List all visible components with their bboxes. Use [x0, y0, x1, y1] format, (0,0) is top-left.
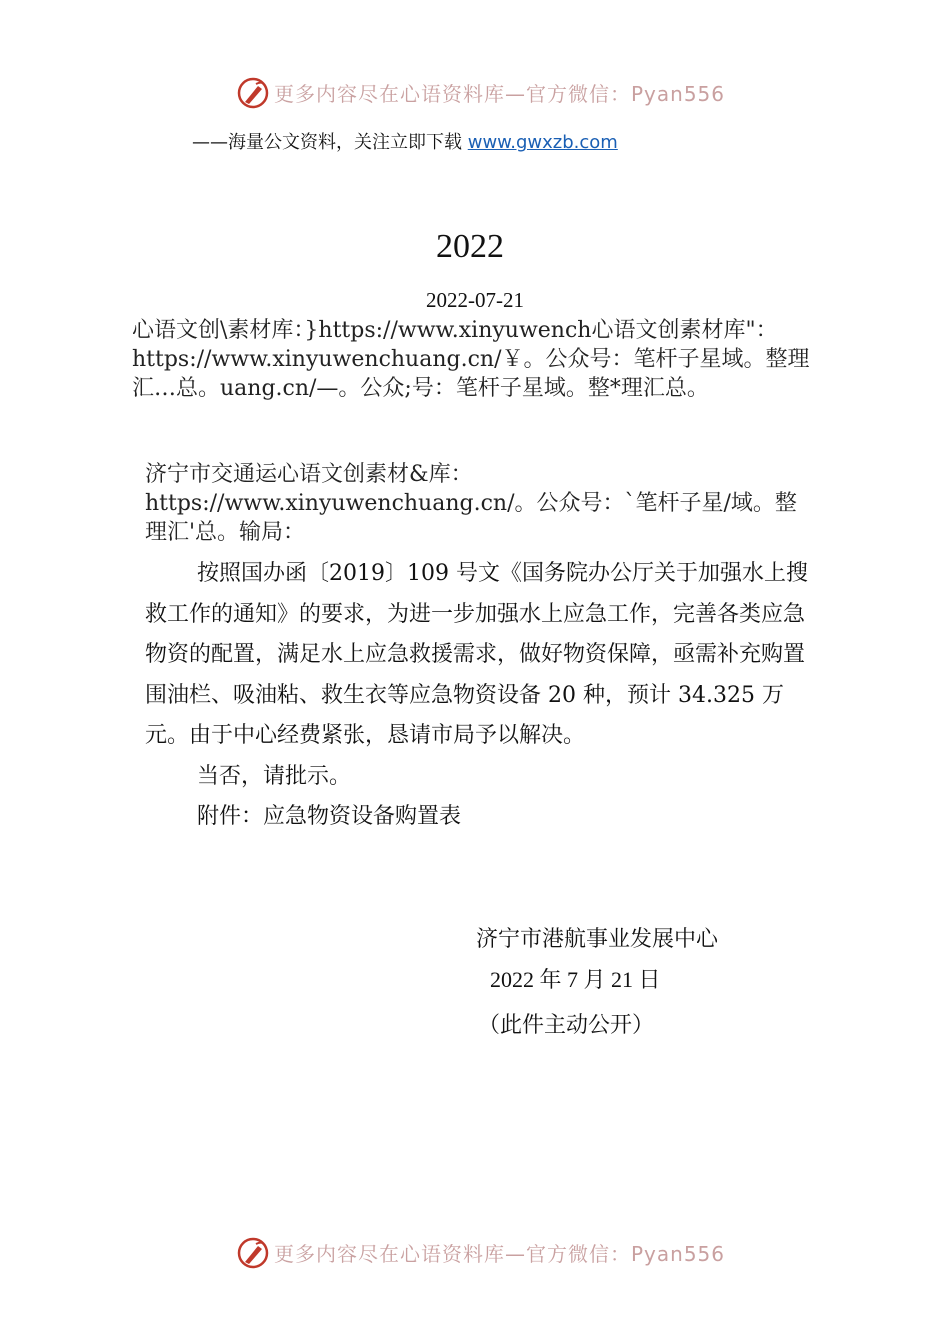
signature-date: 2022 年 7 月 21 日	[490, 967, 661, 992]
banner-handle: Pyan556	[631, 82, 726, 106]
body-paragraph-attachment: 附件：应急物资设备购置表	[197, 804, 462, 829]
doc-title: 2022	[436, 228, 504, 265]
banner-handle: Pyan556	[631, 1242, 726, 1266]
disclosure-note: （此件主动公开）	[478, 1013, 655, 1038]
banner-message: 更多内容尽在心语资料库—官方微信：	[274, 82, 631, 106]
signature-organization: 济宁市港航事业发展中心	[476, 927, 719, 952]
body-paragraph-request: 按照国办函〔2019〕109 号文《国务院办公厅关于加强水上搜救工作的通知》的要求，为进一步加强水上应急工作，完善各类应急物资的配置，满足水上应急救援需求，做好物资保障，亟需补充购置围油栏、吸油粘、救生衣等应急物资设备 20 种，预计 34.325 万元。由于中心经费紧张，恳请市局予以解决。	[145, 561, 808, 748]
download-notice-text: ——海量公文资料，关注立即下载	[192, 132, 468, 153]
banner-text	[274, 78, 725, 107]
logo-pen-icon	[236, 76, 270, 110]
doc-body	[145, 554, 810, 838]
body-paragraph-closing: 当否，请批示。	[197, 763, 352, 789]
watermark-text-1: 心语文创\素材库：}https://www.xinyuwench心语文创素材库"：https://www.xinyuwenchuang.cn/￥。公众号：笔杆子星域。整理汇…总。uang.cn/—。公众;号：笔杆子星域。整*理汇总。	[132, 318, 810, 401]
logo-pen-icon	[236, 1236, 270, 1270]
download-notice	[192, 128, 618, 154]
header-banner	[0, 72, 950, 112]
banner-text	[274, 1238, 725, 1267]
watermark-text-2: 济宁市交通运心语文创素材&库：https://www.xinyuwenchuang.cn/。公众号：`笔杆子星/域。整理汇'总。输局：	[145, 462, 797, 545]
download-link[interactable]: www.gwxzb.com	[467, 132, 618, 153]
doc-date: 2022-07-21	[426, 288, 524, 312]
footer-banner	[0, 1232, 950, 1272]
banner-message: 更多内容尽在心语资料库—官方微信：	[274, 1242, 631, 1266]
